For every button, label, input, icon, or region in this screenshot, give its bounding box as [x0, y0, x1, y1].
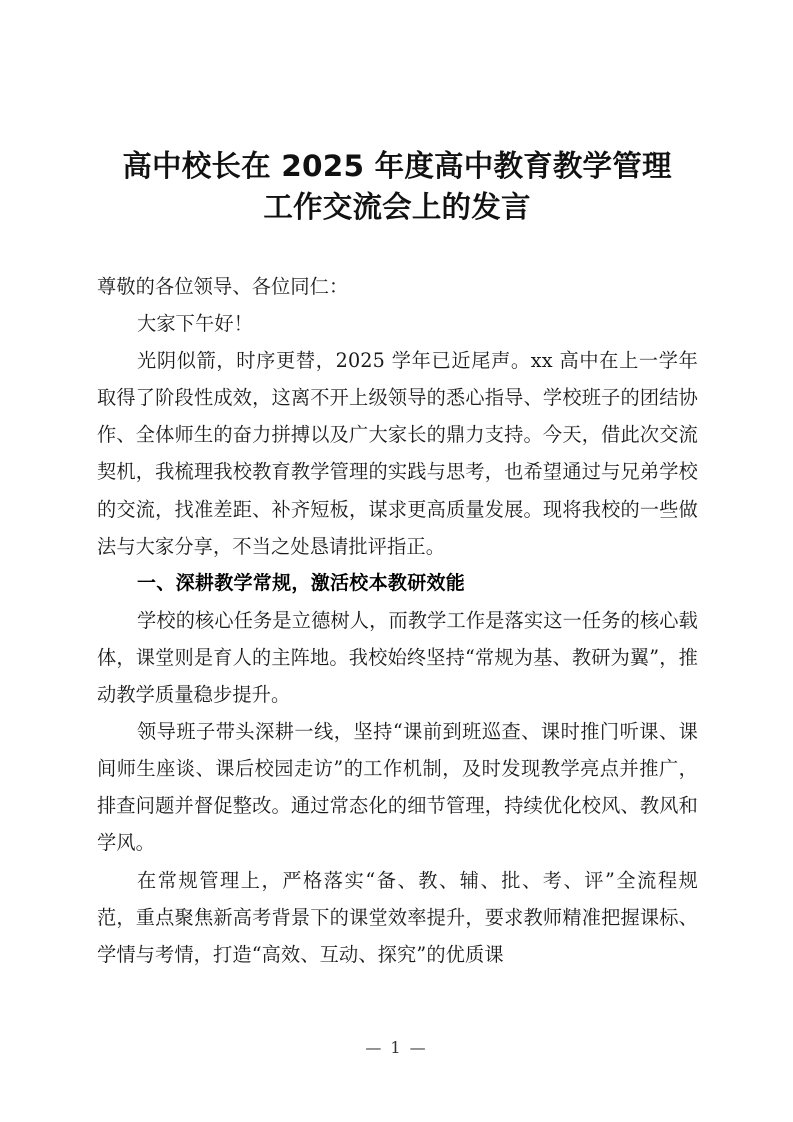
paragraph-section-1-2: 领导班子带头深耕一线，坚持“课前到班巡查、课时推门听课、课间师生座谈、课后校园走访”的工作机制，及时发现教学亮点并推广，排查问题并督促整改。通过常态化的细节管理，持续优化校风、教风和学风。	[97, 720, 698, 855]
paragraph-section-1-1: 学校的核心任务是立德树人，而教学工作是落实这一任务的核心载体，课堂则是育人的主阵地。我校始终坚持“常规为基、教研为翼”，推动教学质量稳步提升。	[97, 608, 698, 707]
paragraph-salutation: 尊敬的各位领导、各位同仁：	[97, 275, 349, 298]
page-number-footer: — 1 —	[365, 1038, 428, 1057]
page-title-line-1: 高中校长在 2025 年度高中教育教学管理	[122, 149, 672, 183]
paragraph-greeting: 大家下午好！	[137, 312, 254, 336]
page-title	[96, 146, 698, 228]
paragraph-opening: 光阴似箭，时序更替，2025 学年已近尾声。xx 高中在上一学年取得了阶段性成效，这离不开上级领导的悉心指导、学校班子的团结协作、全体师生的奋力拼搏以及广大家长的鼎力支持。今天，借此次交流契机，我梳理我校教育教学管理的实践与思考，也希望通过与兄弟学校的交流，找准差距、补齐短板，谋求更高质量发展。现将我校的一些做法与大家分享，不当之处恳请批评指正。	[97, 349, 698, 558]
paragraph-section-1-3: 在常规管理上，严格落实“备、教、辅、批、考、评”全流程规范，重点聚焦新高考背景下的课堂效率提升，要求教师精准把握课标、学情与考情，打造“高效、互动、探究”的优质课	[97, 868, 698, 966]
document-body	[97, 268, 698, 973]
page-title-line-2: 工作交流会上的发言	[263, 190, 531, 224]
section-heading-1: 一、深耕教学常规，激活校本教研效能	[137, 571, 466, 594]
